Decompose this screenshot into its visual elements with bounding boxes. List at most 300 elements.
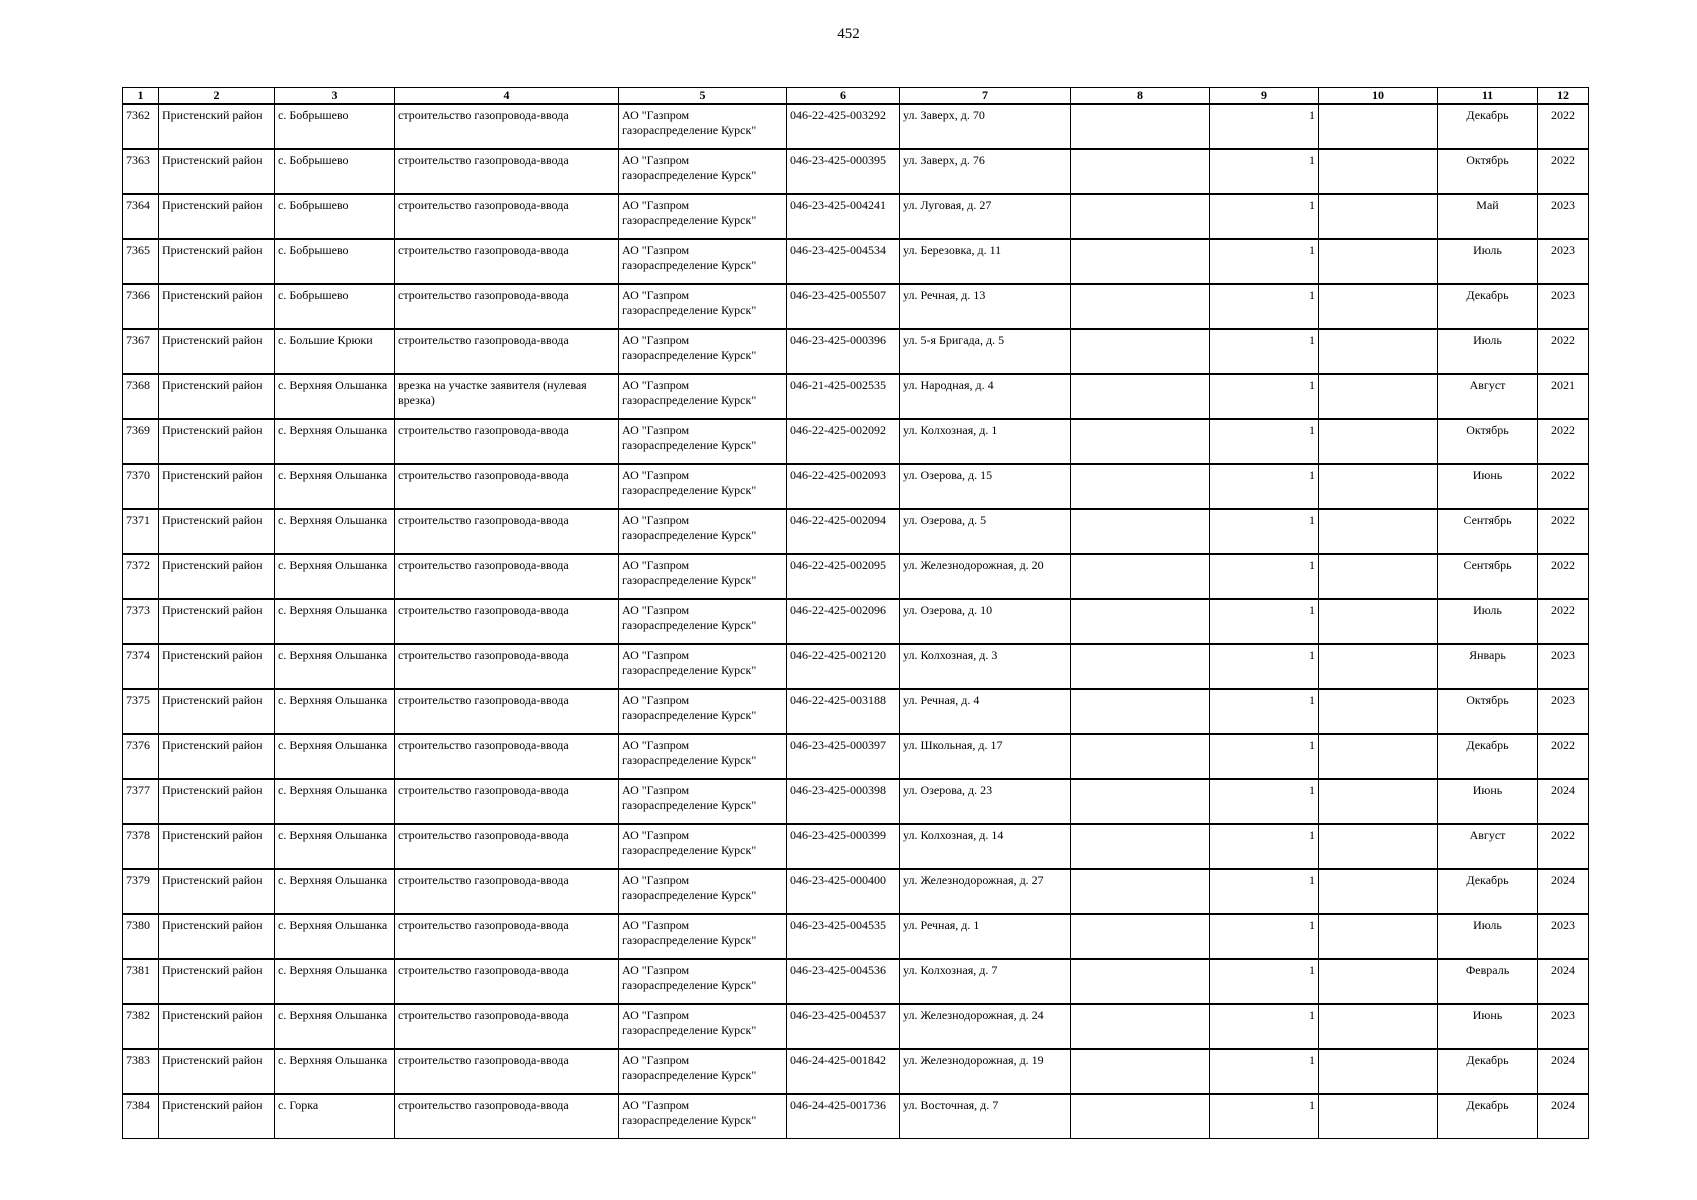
settlement-cell: с. Верхняя Ольшанка bbox=[275, 1004, 395, 1049]
quantity-cell: 1 bbox=[1210, 599, 1319, 644]
settlement-cell: с. Верхняя Ольшанка bbox=[275, 959, 395, 1004]
column-8-cell bbox=[1071, 149, 1210, 194]
table-row bbox=[123, 149, 1589, 194]
year-cell: 2023 bbox=[1538, 239, 1589, 284]
work-type-cell: строительство газопровода-ввода bbox=[395, 644, 619, 689]
work-type-cell: строительство газопровода-ввода bbox=[395, 1049, 619, 1094]
table-body bbox=[123, 104, 1589, 1139]
address-cell: ул. Березовка, д. 11 bbox=[900, 239, 1071, 284]
table-row bbox=[123, 824, 1589, 869]
district-cell: Пристенский район bbox=[159, 644, 275, 689]
column-10-cell bbox=[1319, 149, 1438, 194]
district-cell: Пристенский район bbox=[159, 374, 275, 419]
year-cell: 2022 bbox=[1538, 734, 1589, 779]
column-8-cell bbox=[1071, 914, 1210, 959]
work-type-cell: строительство газопровода-ввода bbox=[395, 509, 619, 554]
address-cell: ул. Народная, д. 4 bbox=[900, 374, 1071, 419]
address-cell: ул. Железнодорожная, д. 19 bbox=[900, 1049, 1071, 1094]
application-code-cell: 046-24-425-001736 bbox=[787, 1094, 900, 1139]
row-number: 7367 bbox=[123, 329, 159, 374]
address-cell: ул. Заверх, д. 76 bbox=[900, 149, 1071, 194]
table-row bbox=[123, 599, 1589, 644]
quantity-cell: 1 bbox=[1210, 914, 1319, 959]
year-cell: 2023 bbox=[1538, 284, 1589, 329]
address-cell: ул. Речная, д. 13 bbox=[900, 284, 1071, 329]
settlement-cell: с. Верхняя Ольшанка bbox=[275, 419, 395, 464]
row-number: 7381 bbox=[123, 959, 159, 1004]
column-10-cell bbox=[1319, 689, 1438, 734]
district-cell: Пристенский район bbox=[159, 104, 275, 149]
row-number: 7379 bbox=[123, 869, 159, 914]
application-code-cell: 046-21-425-002535 bbox=[787, 374, 900, 419]
district-cell: Пристенский район bbox=[159, 194, 275, 239]
column-10-cell bbox=[1319, 1004, 1438, 1049]
quantity-cell: 1 bbox=[1210, 1004, 1319, 1049]
district-cell: Пристенский район bbox=[159, 734, 275, 779]
year-cell: 2023 bbox=[1538, 644, 1589, 689]
work-type-cell: строительство газопровода-ввода bbox=[395, 464, 619, 509]
table-row bbox=[123, 374, 1589, 419]
column-10-cell bbox=[1319, 374, 1438, 419]
row-number: 7376 bbox=[123, 734, 159, 779]
organization-cell: АО "Газпром газораспределение Курск" bbox=[619, 689, 787, 734]
column-10-cell bbox=[1319, 959, 1438, 1004]
application-code-cell: 046-22-425-002120 bbox=[787, 644, 900, 689]
address-cell: ул. Колхозная, д. 1 bbox=[900, 419, 1071, 464]
column-header-11: 11 bbox=[1438, 88, 1538, 105]
row-number: 7365 bbox=[123, 239, 159, 284]
column-header-6: 6 bbox=[787, 88, 900, 105]
column-header-1: 1 bbox=[123, 88, 159, 105]
month-cell: Июнь bbox=[1438, 1004, 1538, 1049]
quantity-cell: 1 bbox=[1210, 1094, 1319, 1139]
quantity-cell: 1 bbox=[1210, 554, 1319, 599]
quantity-cell: 1 bbox=[1210, 464, 1319, 509]
district-cell: Пристенский район bbox=[159, 779, 275, 824]
address-cell: ул. Колхозная, д. 7 bbox=[900, 959, 1071, 1004]
application-code-cell: 046-23-425-000397 bbox=[787, 734, 900, 779]
column-8-cell bbox=[1071, 194, 1210, 239]
settlement-cell: с. Верхняя Ольшанка bbox=[275, 464, 395, 509]
year-cell: 2023 bbox=[1538, 914, 1589, 959]
year-cell: 2022 bbox=[1538, 104, 1589, 149]
column-8-cell bbox=[1071, 779, 1210, 824]
row-number: 7368 bbox=[123, 374, 159, 419]
organization-cell: АО "Газпром газораспределение Курск" bbox=[619, 599, 787, 644]
column-10-cell bbox=[1319, 104, 1438, 149]
month-cell: Июнь bbox=[1438, 779, 1538, 824]
address-cell: ул. Заверх, д. 70 bbox=[900, 104, 1071, 149]
month-cell: Июль bbox=[1438, 329, 1538, 374]
application-code-cell: 046-22-425-003292 bbox=[787, 104, 900, 149]
district-cell: Пристенский район bbox=[159, 1094, 275, 1139]
work-type-cell: строительство газопровода-ввода bbox=[395, 1094, 619, 1139]
organization-cell: АО "Газпром газораспределение Курск" bbox=[619, 554, 787, 599]
organization-cell: АО "Газпром газораспределение Курск" bbox=[619, 824, 787, 869]
address-cell: ул. Озерова, д. 15 bbox=[900, 464, 1071, 509]
row-number: 7370 bbox=[123, 464, 159, 509]
column-8-cell bbox=[1071, 554, 1210, 599]
work-type-cell: строительство газопровода-ввода bbox=[395, 194, 619, 239]
year-cell: 2024 bbox=[1538, 779, 1589, 824]
row-number: 7369 bbox=[123, 419, 159, 464]
row-number: 7366 bbox=[123, 284, 159, 329]
work-type-cell: строительство газопровода-ввода bbox=[395, 554, 619, 599]
row-number: 7383 bbox=[123, 1049, 159, 1094]
work-type-cell: строительство газопровода-ввода bbox=[395, 1004, 619, 1049]
column-10-cell bbox=[1319, 1049, 1438, 1094]
column-header-10: 10 bbox=[1319, 88, 1438, 105]
column-header-5: 5 bbox=[619, 88, 787, 105]
quantity-cell: 1 bbox=[1210, 194, 1319, 239]
month-cell: Июль bbox=[1438, 239, 1538, 284]
settlement-cell: с. Верхняя Ольшанка bbox=[275, 779, 395, 824]
application-code-cell: 046-22-425-002096 bbox=[787, 599, 900, 644]
row-number: 7371 bbox=[123, 509, 159, 554]
table-row bbox=[123, 419, 1589, 464]
organization-cell: АО "Газпром газораспределение Курск" bbox=[619, 509, 787, 554]
month-cell: Декабрь bbox=[1438, 734, 1538, 779]
work-type-cell: строительство газопровода-ввода bbox=[395, 779, 619, 824]
quantity-cell: 1 bbox=[1210, 284, 1319, 329]
table-row bbox=[123, 284, 1589, 329]
district-cell: Пристенский район bbox=[159, 914, 275, 959]
year-cell: 2023 bbox=[1538, 1004, 1589, 1049]
application-code-cell: 046-23-425-000400 bbox=[787, 869, 900, 914]
address-cell: ул. Колхозная, д. 3 bbox=[900, 644, 1071, 689]
column-8-cell bbox=[1071, 869, 1210, 914]
district-cell: Пристенский район bbox=[159, 1004, 275, 1049]
month-cell: Декабрь bbox=[1438, 869, 1538, 914]
settlement-cell: с. Бобрышево bbox=[275, 149, 395, 194]
year-cell: 2024 bbox=[1538, 959, 1589, 1004]
organization-cell: АО "Газпром газораспределение Курск" bbox=[619, 779, 787, 824]
year-cell: 2022 bbox=[1538, 554, 1589, 599]
work-type-cell: строительство газопровода-ввода bbox=[395, 824, 619, 869]
settlement-cell: с. Верхняя Ольшанка bbox=[275, 869, 395, 914]
settlement-cell: с. Верхняя Ольшанка bbox=[275, 599, 395, 644]
month-cell: Сентябрь bbox=[1438, 554, 1538, 599]
table-row bbox=[123, 194, 1589, 239]
settlement-cell: с. Бобрышево bbox=[275, 104, 395, 149]
column-10-cell bbox=[1319, 824, 1438, 869]
district-cell: Пристенский район bbox=[159, 284, 275, 329]
year-cell: 2022 bbox=[1538, 419, 1589, 464]
address-cell: ул. Железнодорожная, д. 27 bbox=[900, 869, 1071, 914]
work-type-cell: врезка на участке заявителя (нулевая врезка) bbox=[395, 374, 619, 419]
column-8-cell bbox=[1071, 284, 1210, 329]
organization-cell: АО "Газпром газораспределение Курск" bbox=[619, 1094, 787, 1139]
column-10-cell bbox=[1319, 419, 1438, 464]
organization-cell: АО "Газпром газораспределение Курск" bbox=[619, 284, 787, 329]
page-number: 452 bbox=[837, 26, 860, 42]
address-cell: ул. Железнодорожная, д. 24 bbox=[900, 1004, 1071, 1049]
table-row bbox=[123, 1049, 1589, 1094]
district-cell: Пристенский район bbox=[159, 509, 275, 554]
table-row bbox=[123, 554, 1589, 599]
application-code-cell: 046-22-425-002094 bbox=[787, 509, 900, 554]
district-cell: Пристенский район bbox=[159, 689, 275, 734]
column-10-cell bbox=[1319, 644, 1438, 689]
district-cell: Пристенский район bbox=[159, 149, 275, 194]
application-code-cell: 046-23-425-004536 bbox=[787, 959, 900, 1004]
table-row bbox=[123, 509, 1589, 554]
settlement-cell: с. Верхняя Ольшанка bbox=[275, 914, 395, 959]
application-code-cell: 046-23-425-005507 bbox=[787, 284, 900, 329]
month-cell: Октябрь bbox=[1438, 419, 1538, 464]
row-number: 7380 bbox=[123, 914, 159, 959]
column-8-cell bbox=[1071, 599, 1210, 644]
table-header bbox=[123, 88, 1589, 105]
organization-cell: АО "Газпром газораспределение Курск" bbox=[619, 149, 787, 194]
year-cell: 2022 bbox=[1538, 329, 1589, 374]
month-cell: Июль bbox=[1438, 914, 1538, 959]
column-10-cell bbox=[1319, 239, 1438, 284]
organization-cell: АО "Газпром газораспределение Курск" bbox=[619, 419, 787, 464]
column-8-cell bbox=[1071, 329, 1210, 374]
organization-cell: АО "Газпром газораспределение Курск" bbox=[619, 914, 787, 959]
address-cell: ул. Озерова, д. 5 bbox=[900, 509, 1071, 554]
row-number: 7382 bbox=[123, 1004, 159, 1049]
year-cell: 2022 bbox=[1538, 149, 1589, 194]
table-row bbox=[123, 869, 1589, 914]
year-cell: 2022 bbox=[1538, 599, 1589, 644]
quantity-cell: 1 bbox=[1210, 869, 1319, 914]
table-row bbox=[123, 734, 1589, 779]
table-row bbox=[123, 329, 1589, 374]
column-header-3: 3 bbox=[275, 88, 395, 105]
district-cell: Пристенский район bbox=[159, 869, 275, 914]
column-8-cell bbox=[1071, 104, 1210, 149]
row-number: 7377 bbox=[123, 779, 159, 824]
work-type-cell: строительство газопровода-ввода bbox=[395, 104, 619, 149]
registry-table bbox=[122, 87, 1589, 1139]
column-8-cell bbox=[1071, 959, 1210, 1004]
work-type-cell: строительство газопровода-ввода bbox=[395, 959, 619, 1004]
column-header-12: 12 bbox=[1538, 88, 1589, 105]
column-header-7: 7 bbox=[900, 88, 1071, 105]
year-cell: 2024 bbox=[1538, 1094, 1589, 1139]
settlement-cell: с. Верхняя Ольшанка bbox=[275, 734, 395, 779]
table-row bbox=[123, 1094, 1589, 1139]
settlement-cell: с. Большие Крюки bbox=[275, 329, 395, 374]
row-number: 7364 bbox=[123, 194, 159, 239]
quantity-cell: 1 bbox=[1210, 329, 1319, 374]
quantity-cell: 1 bbox=[1210, 824, 1319, 869]
row-number: 7384 bbox=[123, 1094, 159, 1139]
month-cell: Октябрь bbox=[1438, 149, 1538, 194]
column-header-4: 4 bbox=[395, 88, 619, 105]
year-cell: 2023 bbox=[1538, 689, 1589, 734]
column-10-cell bbox=[1319, 464, 1438, 509]
district-cell: Пристенский район bbox=[159, 599, 275, 644]
month-cell: Февраль bbox=[1438, 959, 1538, 1004]
application-code-cell: 046-22-425-002095 bbox=[787, 554, 900, 599]
column-10-cell bbox=[1319, 869, 1438, 914]
column-10-cell bbox=[1319, 284, 1438, 329]
month-cell: Июнь bbox=[1438, 464, 1538, 509]
row-number: 7374 bbox=[123, 644, 159, 689]
settlement-cell: с. Верхняя Ольшанка bbox=[275, 509, 395, 554]
row-number: 7373 bbox=[123, 599, 159, 644]
quantity-cell: 1 bbox=[1210, 689, 1319, 734]
address-cell: ул. 5-я Бригада, д. 5 bbox=[900, 329, 1071, 374]
month-cell: Август bbox=[1438, 824, 1538, 869]
column-8-cell bbox=[1071, 374, 1210, 419]
settlement-cell: с. Верхняя Ольшанка bbox=[275, 554, 395, 599]
district-cell: Пристенский район bbox=[159, 1049, 275, 1094]
application-code-cell: 046-22-425-003188 bbox=[787, 689, 900, 734]
year-cell: 2022 bbox=[1538, 464, 1589, 509]
district-cell: Пристенский район bbox=[159, 329, 275, 374]
column-8-cell bbox=[1071, 239, 1210, 284]
month-cell: Сентябрь bbox=[1438, 509, 1538, 554]
settlement-cell: с. Верхняя Ольшанка bbox=[275, 689, 395, 734]
work-type-cell: строительство газопровода-ввода bbox=[395, 284, 619, 329]
organization-cell: АО "Газпром газораспределение Курск" bbox=[619, 239, 787, 284]
settlement-cell: с. Горка bbox=[275, 1094, 395, 1139]
district-cell: Пристенский район bbox=[159, 959, 275, 1004]
column-10-cell bbox=[1319, 194, 1438, 239]
settlement-cell: с. Верхняя Ольшанка bbox=[275, 1049, 395, 1094]
column-header-8: 8 bbox=[1071, 88, 1210, 105]
quantity-cell: 1 bbox=[1210, 419, 1319, 464]
application-code-cell: 046-22-425-002092 bbox=[787, 419, 900, 464]
column-8-cell bbox=[1071, 509, 1210, 554]
table-row bbox=[123, 959, 1589, 1004]
organization-cell: АО "Газпром газораспределение Курск" bbox=[619, 104, 787, 149]
column-8-cell bbox=[1071, 1094, 1210, 1139]
district-cell: Пристенский район bbox=[159, 824, 275, 869]
column-10-cell bbox=[1319, 554, 1438, 599]
table-row bbox=[123, 644, 1589, 689]
application-code-cell: 046-23-425-000395 bbox=[787, 149, 900, 194]
column-header-9: 9 bbox=[1210, 88, 1319, 105]
month-cell: Декабрь bbox=[1438, 104, 1538, 149]
work-type-cell: строительство газопровода-ввода bbox=[395, 239, 619, 284]
month-cell: Январь bbox=[1438, 644, 1538, 689]
organization-cell: АО "Газпром газораспределение Курск" bbox=[619, 644, 787, 689]
application-code-cell: 046-23-425-004241 bbox=[787, 194, 900, 239]
settlement-cell: с. Верхняя Ольшанка bbox=[275, 374, 395, 419]
quantity-cell: 1 bbox=[1210, 149, 1319, 194]
organization-cell: АО "Газпром газораспределение Курск" bbox=[619, 1049, 787, 1094]
application-code-cell: 046-24-425-001842 bbox=[787, 1049, 900, 1094]
year-cell: 2022 bbox=[1538, 509, 1589, 554]
work-type-cell: строительство газопровода-ввода bbox=[395, 599, 619, 644]
column-10-cell bbox=[1319, 509, 1438, 554]
organization-cell: АО "Газпром газораспределение Курск" bbox=[619, 734, 787, 779]
column-10-cell bbox=[1319, 599, 1438, 644]
quantity-cell: 1 bbox=[1210, 734, 1319, 779]
organization-cell: АО "Газпром газораспределение Курск" bbox=[619, 869, 787, 914]
work-type-cell: строительство газопровода-ввода bbox=[395, 914, 619, 959]
row-number: 7378 bbox=[123, 824, 159, 869]
column-8-cell bbox=[1071, 1049, 1210, 1094]
quantity-cell: 1 bbox=[1210, 104, 1319, 149]
address-cell: ул. Речная, д. 4 bbox=[900, 689, 1071, 734]
month-cell: Декабрь bbox=[1438, 1094, 1538, 1139]
row-number: 7372 bbox=[123, 554, 159, 599]
district-cell: Пристенский район bbox=[159, 464, 275, 509]
column-8-cell bbox=[1071, 689, 1210, 734]
quantity-cell: 1 bbox=[1210, 959, 1319, 1004]
month-cell: Декабрь bbox=[1438, 1049, 1538, 1094]
year-cell: 2024 bbox=[1538, 869, 1589, 914]
work-type-cell: строительство газопровода-ввода bbox=[395, 329, 619, 374]
address-cell: ул. Колхозная, д. 14 bbox=[900, 824, 1071, 869]
work-type-cell: строительство газопровода-ввода bbox=[395, 689, 619, 734]
district-cell: Пристенский район bbox=[159, 419, 275, 464]
table-row bbox=[123, 779, 1589, 824]
year-cell: 2023 bbox=[1538, 194, 1589, 239]
organization-cell: АО "Газпром газораспределение Курск" bbox=[619, 464, 787, 509]
address-cell: ул. Речная, д. 1 bbox=[900, 914, 1071, 959]
quantity-cell: 1 bbox=[1210, 239, 1319, 284]
address-cell: ул. Озерова, д. 23 bbox=[900, 779, 1071, 824]
settlement-cell: с. Бобрышево bbox=[275, 284, 395, 329]
organization-cell: АО "Газпром газораспределение Курск" bbox=[619, 329, 787, 374]
column-header-2: 2 bbox=[159, 88, 275, 105]
application-code-cell: 046-23-425-004537 bbox=[787, 1004, 900, 1049]
column-10-cell bbox=[1319, 779, 1438, 824]
row-number: 7362 bbox=[123, 104, 159, 149]
address-cell: ул. Озерова, д. 10 bbox=[900, 599, 1071, 644]
work-type-cell: строительство газопровода-ввода bbox=[395, 734, 619, 779]
column-10-cell bbox=[1319, 734, 1438, 779]
column-8-cell bbox=[1071, 824, 1210, 869]
work-type-cell: строительство газопровода-ввода bbox=[395, 149, 619, 194]
column-8-cell bbox=[1071, 1004, 1210, 1049]
month-cell: Июль bbox=[1438, 599, 1538, 644]
table-row bbox=[123, 104, 1589, 149]
organization-cell: АО "Газпром газораспределение Курск" bbox=[619, 194, 787, 239]
year-cell: 2021 bbox=[1538, 374, 1589, 419]
application-code-cell: 046-22-425-002093 bbox=[787, 464, 900, 509]
settlement-cell: с. Верхняя Ольшанка bbox=[275, 824, 395, 869]
application-code-cell: 046-23-425-000398 bbox=[787, 779, 900, 824]
organization-cell: АО "Газпром газораспределение Курск" bbox=[619, 959, 787, 1004]
address-cell: ул. Железнодорожная, д. 20 bbox=[900, 554, 1071, 599]
quantity-cell: 1 bbox=[1210, 509, 1319, 554]
column-8-cell bbox=[1071, 644, 1210, 689]
month-cell: Декабрь bbox=[1438, 284, 1538, 329]
address-cell: ул. Восточная, д. 7 bbox=[900, 1094, 1071, 1139]
table-row bbox=[123, 464, 1589, 509]
year-cell: 2022 bbox=[1538, 824, 1589, 869]
column-8-cell bbox=[1071, 419, 1210, 464]
row-number: 7363 bbox=[123, 149, 159, 194]
quantity-cell: 1 bbox=[1210, 1049, 1319, 1094]
district-cell: Пристенский район bbox=[159, 239, 275, 284]
settlement-cell: с. Бобрышево bbox=[275, 194, 395, 239]
header-row bbox=[123, 88, 1589, 105]
organization-cell: АО "Газпром газораспределение Курск" bbox=[619, 374, 787, 419]
year-cell: 2024 bbox=[1538, 1049, 1589, 1094]
settlement-cell: с. Бобрышево bbox=[275, 239, 395, 284]
work-type-cell: строительство газопровода-ввода bbox=[395, 869, 619, 914]
table-row bbox=[123, 239, 1589, 284]
column-8-cell bbox=[1071, 734, 1210, 779]
address-cell: ул. Луговая, д. 27 bbox=[900, 194, 1071, 239]
work-type-cell: строительство газопровода-ввода bbox=[395, 419, 619, 464]
month-cell: Октябрь bbox=[1438, 689, 1538, 734]
application-code-cell: 046-23-425-004535 bbox=[787, 914, 900, 959]
application-code-cell: 046-23-425-004534 bbox=[787, 239, 900, 284]
column-10-cell bbox=[1319, 1094, 1438, 1139]
quantity-cell: 1 bbox=[1210, 779, 1319, 824]
settlement-cell: с. Верхняя Ольшанка bbox=[275, 644, 395, 689]
